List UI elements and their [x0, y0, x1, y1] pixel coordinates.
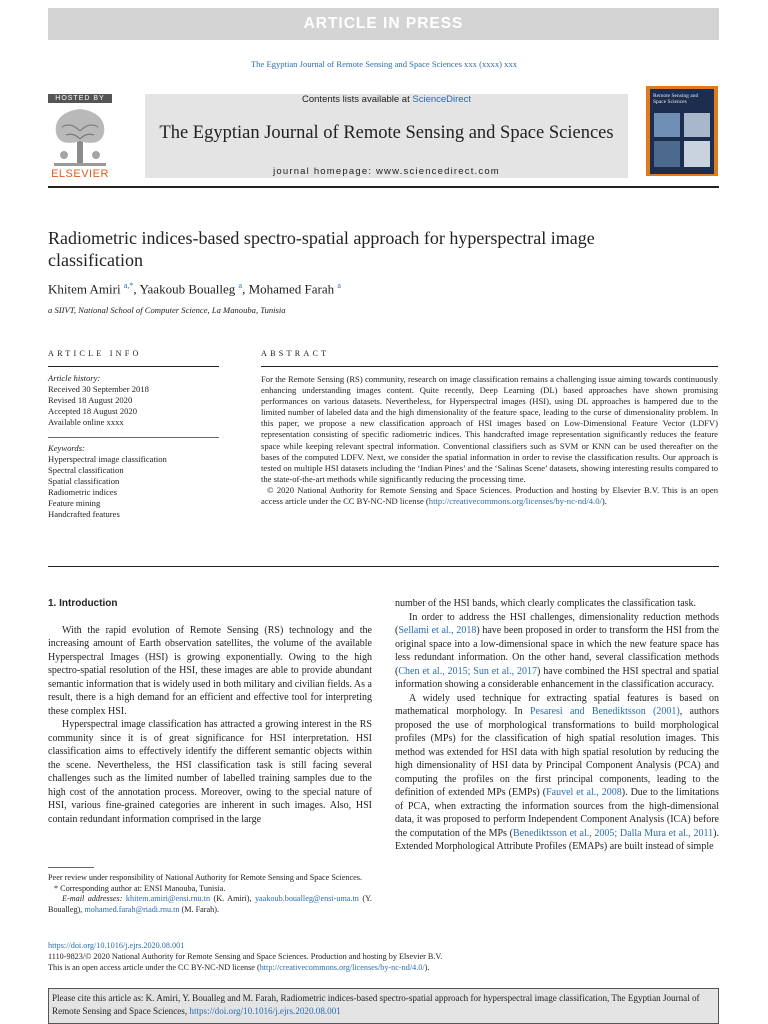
body-paragraph: Hyperspectral image classification has attracted a growing interest in the RS community since it is of great significance for HSI interpretation. HSI classification aims to effectively identify the different semantic objects within the scene. Nevertheless, the HSI classification task is still facing several challenges such as the limited number of labelled training samples due to the high cost of the annotation process. Moreover, owing to the special nature of HSI, various fine-grained categories are inherent in such images. Also, HSI contain redundant information comprised in the large — [48, 719, 372, 825]
paragraph-text: ). Extended Morphological Attribute Profiles (EMAPs) are built instead of simple — [395, 827, 719, 852]
footnote-rule — [48, 867, 94, 868]
paragraph-text: In order to address the HSI challenges, dimensionality reduction methods ( — [395, 611, 719, 636]
paragraph-text: ) have been proposed in order to transform the HSI from the original space into a low-dimensional space in which the new feature space has less redundant information. On the other hand, several classification methods ( — [395, 625, 719, 677]
history-line: Received 30 September 2018 — [48, 384, 149, 394]
corresponding-note: * Corresponding author at: ENSI Manouba, Tunisia. — [54, 883, 226, 893]
author-affil-mark[interactable]: a,* — [123, 281, 134, 290]
body-paragraph: number of the HSI bands, which clearly complicates the classification task. — [395, 598, 697, 609]
article-history — [48, 373, 218, 428]
author-list: Khitem Amiri $^{a,*}$, Yaakoub Boualleg $^a$, Mohamed Farah $^a$ — [48, 281, 341, 297]
paragraph-text: , authors proposed the use of morphological transformations to build morphological profiles (MPs) for the classification of high spatial resolution images. This method was extended for HSI data with high spatial resolution by reducing the high dimensionality of HSI data by Principal Component Analysis (PCA) and computing the profiles on the first principal components, leading to the definition of extended MPs (EMPs) ( — [395, 706, 719, 798]
open-access-line — [48, 963, 728, 974]
elsevier-wordmark: ELSEVIER — [51, 168, 109, 180]
doi-link[interactable]: https://doi.org/10.1016/j.ejrs.2020.08.001 — [48, 941, 185, 950]
license-link[interactable]: http://creativecommons.org/licenses/by-nc-nd/4.0/ — [428, 496, 602, 507]
keyword-item: Radiometric indices — [48, 487, 117, 497]
keyword-item: Hyperspectral image classification — [48, 454, 167, 464]
citation-link[interactable]: Fauvel et al., 2008 — [546, 787, 622, 798]
elsevier-tree-logo-icon — [48, 105, 112, 169]
history-label: Article history: — [48, 373, 101, 383]
open-access-license-link[interactable]: http://creativecommons.org/licenses/by-nc-nd/4.0/ — [259, 963, 425, 972]
email-owner: (K. Amiri), — [210, 894, 255, 903]
article-in-press-banner: ARTICLE IN PRESS — [48, 8, 719, 40]
abstract-copyright — [261, 485, 718, 507]
abstract-rule — [261, 366, 718, 367]
abstract-label: ABSTRACT — [261, 349, 330, 358]
keyword-item: Feature mining — [48, 498, 101, 508]
cover-image-tile — [654, 141, 680, 167]
email-link[interactable]: khitem.amiri@ensi.rnu.tn — [125, 894, 211, 903]
paragraph-text: ). Due to the limitations of PCA, when extracting the information sources from the high-dimensional data, it was proposed to perform Independent Component Analysis (ICA) before the computation of the MPs ( — [395, 787, 720, 839]
keyword-item: Spatial classification — [48, 476, 120, 486]
keywords-label: Keywords: — [48, 443, 85, 453]
copyright-end: ). — [601, 496, 607, 507]
right-column — [395, 597, 719, 854]
cover-image-tile — [684, 141, 710, 167]
keywords-rule — [48, 437, 219, 438]
email-link[interactable]: yaakoub.boualleg@ensi-uma.tn — [254, 894, 359, 903]
hosted-by-label: HOSTED BY — [48, 94, 112, 103]
keyword-item: Handcrafted features — [48, 509, 120, 519]
citation-link[interactable]: Benediktsson et al., 2005; Dalla Mura et al., 2011 — [512, 827, 714, 839]
article-title: Radiometric indices-based spectro-spatial approach for hyperspectral image classification — [48, 228, 595, 270]
history-line: Available online xxxx — [48, 417, 124, 427]
abstract-bottom-rule — [48, 566, 719, 567]
paragraph-text: A widely used technique for extracting spatial features is based on mathematical morphology. In — [395, 692, 719, 717]
abstract-text: For the Remote Sensing (RS) community, research on image classification remains a challenging issue aiming towards continuously enhancing understanding images content. Quite recently, Deep Learning (DL) based approaches have shown promising performances on various datasets. Nevertheless, for Hyperspectral images (HSI), using DL approaches is hampered due to the limited number of labeled data and the high dimensionality of the feature space, leading to the curse of dimensionality problem. In this paper, we propose a new classification approach of HSI images based on Low-Dimensional Feature Vector (LDFV) representation consisting of specific radiometric indices. This handcrafted image representation significantly reduces the feature space while keeping relevant spectral information. Conventional classifiers such as SVM or KNN can be used thereafter on the bases of the computed LDFV. Next, we consider the spatial information in order to revise the classification results. Our approach is tested on multiple HSI datasets including the ‘Indian Pines’ and the ‘Salinas Scene’ datasets, showing interesting results compared to the state-of-the-art methods while significantly reducing the processing time. — [261, 374, 718, 484]
email-owner: (Y. Boualleg), — [48, 894, 372, 914]
keywords-block — [48, 443, 218, 520]
cover-title: Remote Sensing and Space Sciences — [653, 93, 699, 105]
issn-line: 1110-9823/© 2020 National Authority for Remote Sensing and Space Sciences. Production and hosting by Elsevier B.V. — [48, 952, 443, 961]
citation-link[interactable]: Chen et al., 2015; Sun et al., 2017 — [398, 665, 538, 677]
citation-box — [48, 988, 719, 1024]
affiliation: a SIIVT, National School of Computer Science, La Manouba, Tunisia — [48, 305, 286, 315]
paragraph-text: ) have combined the HSI spectral and spatial information showing a considerable enhancement in the classification accuracy. — [395, 665, 719, 690]
journal-title: The Egyptian Journal of Remote Sensing and Space Sciences — [159, 123, 614, 143]
email-note — [48, 894, 372, 915]
citation-link[interactable]: Sellami et al., 2018 — [398, 625, 477, 636]
article-info-label: ARTICLE INFO — [48, 349, 142, 358]
body-paragraph — [395, 611, 719, 692]
history-line: Accepted 18 August 2020 — [48, 406, 138, 416]
author-affil-mark[interactable]: a — [337, 281, 341, 290]
left-column — [48, 597, 372, 826]
citation-text: Please cite this article as: K. Amiri, Y. Boualleg and M. Farah, Radiometric indices-based spectro-spatial approach for hyperspectral image classification, The Egyptian Journal of Remote Sensing and Space Sciences, — [52, 993, 700, 1016]
author-name: Yaakoub Boualleg — [139, 281, 236, 297]
body-paragraph — [395, 692, 719, 854]
cover-image-tile — [654, 113, 680, 137]
author-affil-mark[interactable]: a — [238, 281, 243, 290]
section-heading: 1. Introduction — [48, 598, 118, 609]
cover-image-tile — [684, 113, 710, 137]
journal-cover — [650, 89, 714, 174]
author-name: Khitem Amiri — [48, 281, 121, 297]
contents-prefix: Contents lists available at — [302, 94, 413, 105]
article-info-rule — [48, 366, 219, 367]
journal-reference[interactable]: The Egyptian Journal of Remote Sensing and Space Sciences xxx (xxxx) xxx — [250, 59, 518, 69]
footnotes — [48, 873, 372, 915]
peer-review-note: Peer review under responsibility of National Authority for Remote Sensing and Space Sciences. — [48, 873, 363, 882]
history-line: Revised 18 August 2020 — [48, 395, 133, 405]
body-paragraph: With the rapid evolution of Remote Sensing (RS) technology and the increasing amount of Earth observation satellites, the volume of the available Hyperspectral Images (HSI) is growing exponentially. Owing to the high spectro-spatial resolution of the HSI, these images are able to provide abundant semantic information that is widely used in both military and civilian fields. As a result, there is a high demand for an efficient and effective tool for interpreting these complex HSI. — [48, 624, 372, 717]
keyword-item: Spectral classification — [48, 465, 124, 475]
open-access-end: ). — [424, 963, 430, 972]
journal-homepage[interactable]: journal homepage: www.sciencedirect.com — [273, 166, 500, 177]
header-rule — [48, 186, 719, 188]
abstract — [261, 374, 718, 507]
open-access-text: This is an open access article under the CC BY-NC-ND license ( — [48, 963, 260, 972]
email-label: E-mail addresses: — [62, 894, 126, 903]
citation-link[interactable]: Pesaresi and Benediktsson (2001) — [529, 706, 680, 717]
email-link[interactable]: mohamed.farah@riadi.rnu.tn — [84, 904, 180, 914]
sciencedirect-link[interactable]: ScienceDirect — [412, 94, 471, 105]
citation-doi-link[interactable]: https://doi.org/10.1016/j.ejrs.2020.08.001 — [189, 1006, 341, 1016]
email-owner: (M. Farah). — [179, 904, 220, 914]
contents-line — [145, 94, 628, 105]
author-name: Mohamed Farah — [248, 281, 335, 297]
copyright-text: © 2020 National Authority for Remote Sensing and Space Sciences. Production and hosting by Elsevier B.V. This is an open access article under the CC BY-NC-ND license ( — [261, 484, 718, 507]
